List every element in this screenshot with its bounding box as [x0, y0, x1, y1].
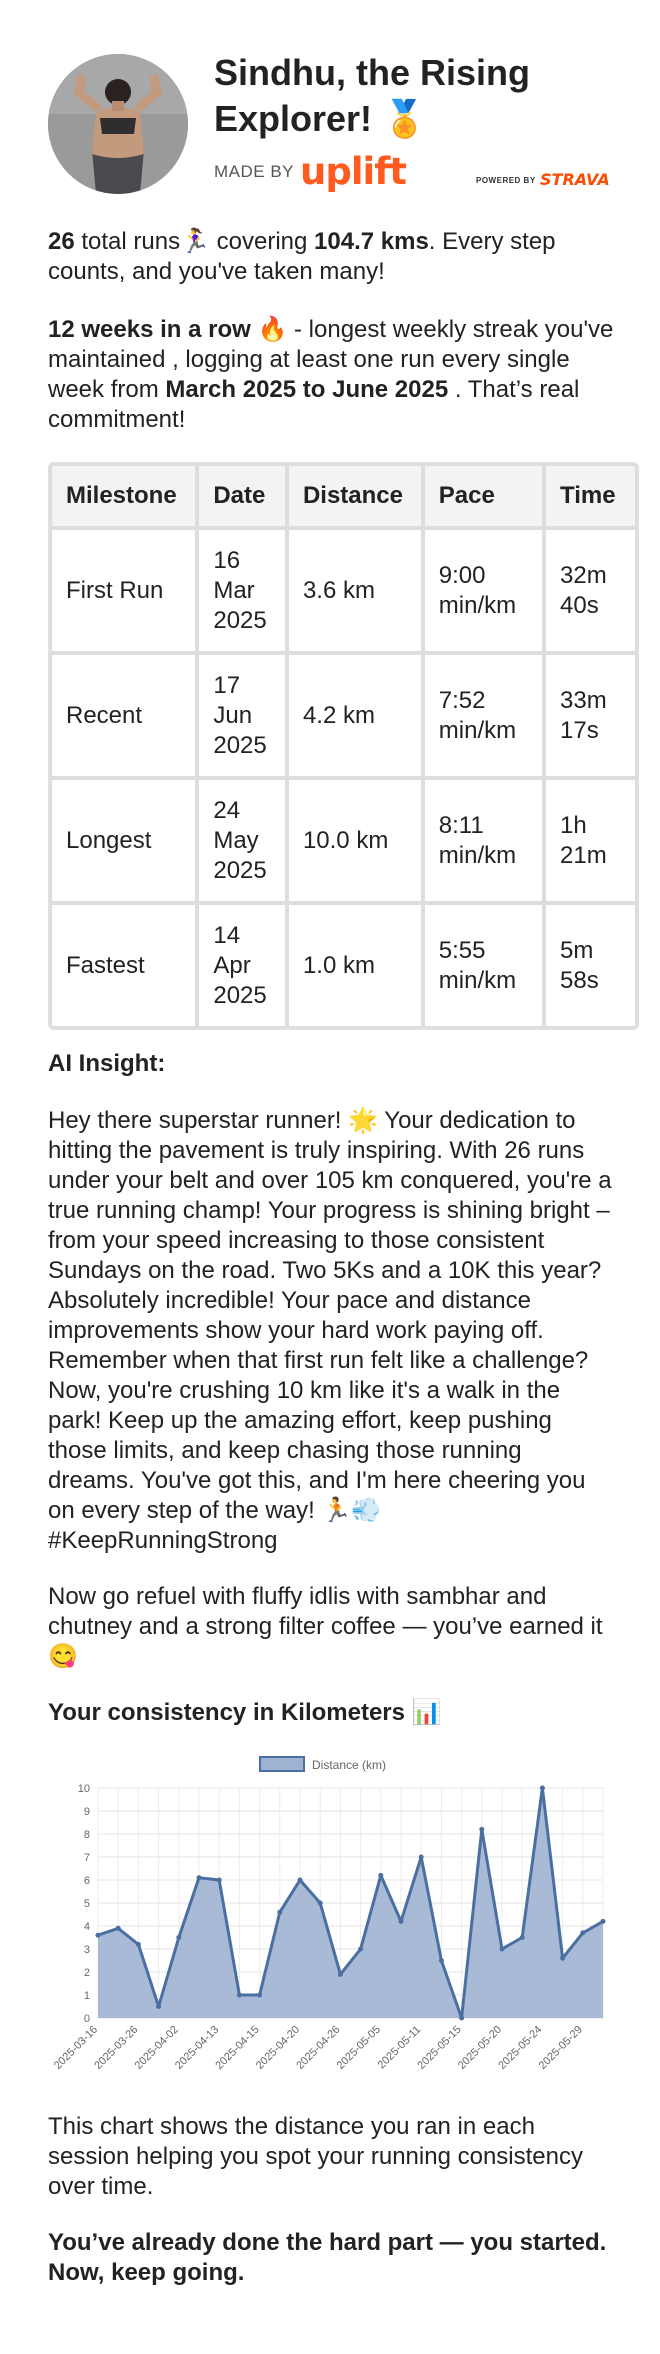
data-point	[338, 1972, 343, 1977]
x-tick-label: 2025-05-15	[415, 2023, 464, 2072]
x-tick-label: 2025-04-26	[294, 2023, 343, 2072]
y-tick-label: 3	[83, 1944, 90, 1956]
data-point	[419, 1855, 424, 1860]
column-header: Time	[544, 464, 637, 528]
table-cell: 1h 21m	[544, 778, 637, 903]
data-point	[197, 1875, 202, 1880]
uplift-logo: uplift	[300, 150, 406, 193]
y-tick-label: 1	[83, 1990, 90, 2002]
table-cell: 24 May 2025	[197, 778, 287, 903]
data-point	[439, 1958, 444, 1963]
data-point	[176, 1935, 181, 1940]
data-point	[459, 2016, 464, 2021]
column-header: Distance	[287, 464, 423, 528]
distance-chart-svg	[48, 1748, 614, 2108]
data-point	[358, 1947, 363, 1952]
insight-heading: AI Insight:	[48, 1050, 166, 1077]
table-cell: 17 Jun 2025	[197, 653, 287, 778]
table-cell: 5m 58s	[544, 903, 637, 1028]
x-tick-label: 2025-05-05	[334, 2023, 383, 2072]
milestones-table	[48, 462, 639, 1030]
table-cell: 7:52 min/km	[423, 653, 544, 778]
y-tick-label: 2	[83, 1967, 90, 1979]
x-tick-label: 2025-04-13	[173, 2023, 222, 2072]
data-point	[540, 1786, 545, 1791]
y-tick-label: 6	[83, 1875, 90, 1887]
runner-photo-icon	[48, 54, 188, 194]
page-title: Sindhu, the Rising Explorer! 🏅	[214, 52, 530, 139]
column-header: Pace	[423, 464, 544, 528]
data-point	[378, 1873, 383, 1878]
made-by-label: MADE BY	[214, 162, 295, 181]
streak-text-1: 🔥 - longest weekly streak you've maintained , logging at least one run every single week from	[48, 316, 614, 403]
x-tick-label: 2025-05-11	[375, 2023, 424, 2072]
y-tick-label: 7	[83, 1852, 90, 1864]
table-cell: 33m 17s	[544, 653, 637, 778]
table-cell: 5:55 min/km	[423, 903, 544, 1028]
data-point	[500, 1947, 505, 1952]
data-point	[116, 1926, 121, 1931]
y-tick-label: 8	[83, 1829, 90, 1841]
runs-text: total runs🏃‍♀️ covering	[74, 228, 315, 255]
avatar	[48, 54, 188, 194]
data-point	[580, 1930, 585, 1935]
table-cell: Recent	[50, 653, 197, 778]
table-row	[50, 778, 637, 903]
runs-count: 26	[48, 228, 75, 255]
closing-text: You’ve already done the hard part — you started. Now, keep going.	[48, 2229, 607, 2286]
chart-caption: This chart shows the distance you ran in each session helping you spot your running consistency over time.	[48, 2113, 583, 2200]
table-cell: 9:00 min/km	[423, 528, 544, 653]
x-tick-label: 2025-05-24	[496, 2023, 545, 2072]
header	[48, 54, 628, 204]
y-tick-label: 9	[83, 1806, 90, 1818]
powered-by-label: POWERED BY	[476, 176, 536, 185]
distance-chart	[48, 1748, 614, 2108]
table-row	[50, 528, 637, 653]
x-tick-label: 2025-03-26	[92, 2023, 141, 2072]
table-cell: 4.2 km	[287, 653, 423, 778]
table-cell: First Run	[50, 528, 197, 653]
data-point	[156, 2004, 161, 2009]
table-header-row	[50, 464, 637, 528]
data-point	[520, 1935, 525, 1940]
data-point	[257, 1993, 262, 1998]
data-point	[298, 1878, 303, 1883]
column-header: Date	[197, 464, 287, 528]
data-point	[399, 1919, 404, 1924]
refuel-text: Now go refuel with fluffy idlis with sambhar and chutney and a strong filter coffee — you’ve earned it 😋	[48, 1583, 603, 1670]
table-cell: 3.6 km	[287, 528, 423, 653]
streak-text	[48, 315, 614, 435]
data-point	[560, 1956, 565, 1961]
table-cell: 32m 40s	[544, 528, 637, 653]
y-tick-label: 10	[77, 1783, 90, 1795]
y-tick-label: 5	[83, 1898, 90, 1910]
legend-swatch	[260, 1757, 304, 1771]
streak-range: March 2025 to June 2025	[165, 376, 449, 403]
total-distance: 104.7 kms	[314, 228, 429, 255]
column-header: Milestone	[50, 464, 197, 528]
table-cell: 16 Mar 2025	[197, 528, 287, 653]
x-tick-label: 2025-05-20	[455, 2023, 505, 2072]
strava-logo: STRAVA	[540, 170, 610, 189]
x-tick-label: 2025-05-29	[536, 2023, 585, 2072]
data-point	[318, 1901, 323, 1906]
table-cell: 10.0 km	[287, 778, 423, 903]
y-tick-label: 0	[83, 2013, 90, 2025]
x-tick-label: 2025-03-16	[51, 2023, 101, 2072]
table-cell: Fastest	[50, 903, 197, 1028]
summary-text	[48, 227, 614, 287]
data-point	[601, 1919, 606, 1924]
table-cell: 14 Apr 2025	[197, 903, 287, 1028]
data-point	[479, 1827, 484, 1832]
insight-body: Hey there superstar runner! 🌟 Your dedication to hitting the pavement is truly inspiring. With 26 runs under your belt and over 105 km conquered, you're a true running champ! Your progress is shining bright – from your speed increasing to those consistent Sundays on the road. Two 5Ks and a 10K this year? Absolutely incredible! Your pace and distance improvements show your hard work paying off. Remember when that first run felt like a challenge? Now, you're crushing 10 km like it's a walk in the park! Keep up the amazing effort, keep pushing those limits, and keep chasing those running dreams. You've got this, and I'm here cheering you on every step of the way! 🏃💨 #KeepRunningStrong	[48, 1107, 612, 1554]
streak-weeks: 12 weeks in a row	[48, 316, 251, 343]
data-point	[96, 1933, 101, 1938]
table-row	[50, 653, 637, 778]
consistency-heading: Your consistency in Kilometers 📊	[48, 1699, 442, 1726]
table-cell: 8:11 min/km	[423, 778, 544, 903]
data-point	[136, 1942, 141, 1947]
data-point	[217, 1878, 222, 1883]
x-tick-label: 2025-04-20	[253, 2023, 303, 2072]
table-cell: Longest	[50, 778, 197, 903]
x-tick-label: 2025-04-02	[132, 2023, 181, 2072]
x-tick-label: 2025-04-15	[213, 2023, 262, 2072]
table-row	[50, 903, 637, 1028]
y-tick-label: 4	[83, 1921, 90, 1933]
streak-text-2: . That’s real commitment!	[48, 376, 580, 433]
legend-label: Distance (km)	[312, 1758, 387, 1772]
summary-tail: . Every step counts, and you've taken many!	[48, 228, 556, 285]
data-point	[277, 1910, 282, 1915]
table-cell: 1.0 km	[287, 903, 423, 1028]
data-point	[237, 1993, 242, 1998]
